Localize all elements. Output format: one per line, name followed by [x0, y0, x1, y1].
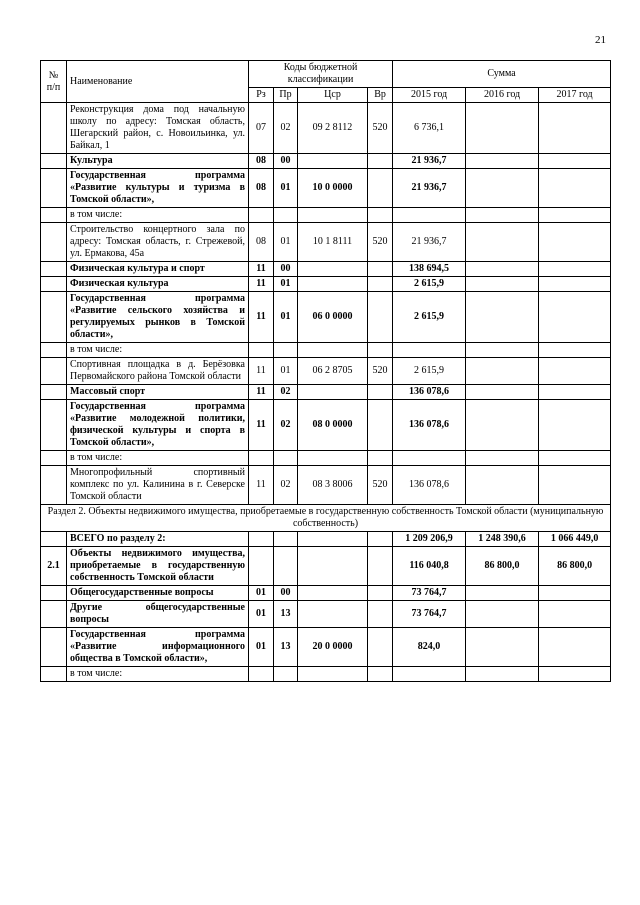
row-pr: 01: [274, 223, 298, 262]
row-csr: 08 3 8006: [298, 466, 368, 505]
table-row: [41, 277, 611, 292]
row-vr: [368, 400, 393, 451]
row-num: [41, 262, 67, 277]
row-vr: [368, 169, 393, 208]
row-sum-2016: [466, 400, 539, 451]
row-name: Строительство концертного зала по адресу: Томская область, г. Стрежевой, ул. Ермакова, 45а: [67, 223, 249, 262]
row-num: [41, 103, 67, 154]
row-sum-2015: 21 936,7: [393, 223, 466, 262]
table-row: [41, 466, 611, 505]
section-heading: Раздел 2. Объекты недвижимого имущества, приобретаемые в государственную собственность Томской области (муниципальную собственность): [41, 505, 611, 532]
row-vr: [368, 292, 393, 343]
row-sum-2017: [539, 667, 611, 682]
row-name: Реконструкция дома под начальную школу по адресу: Томская область, Шегарский район, с. Новоильинка, ул. Байкал, 1: [67, 103, 249, 154]
row-csr: [298, 547, 368, 586]
row-num: [41, 277, 67, 292]
table-row: [41, 628, 611, 667]
row-num: [41, 154, 67, 169]
row-name: ВСЕГО по разделу 2:: [67, 532, 249, 547]
row-sum-2017: [539, 154, 611, 169]
row-sum-2015: [393, 667, 466, 682]
row-pr: 01: [274, 169, 298, 208]
header-row-1: [41, 61, 611, 88]
row-vr: 520: [368, 466, 393, 505]
row-sum-2017: [539, 628, 611, 667]
row-rz: 08: [249, 223, 274, 262]
row-sum-2015: 73 764,7: [393, 601, 466, 628]
row-csr: 06 2 8705: [298, 358, 368, 385]
row-rz: [249, 208, 274, 223]
row-sum-2017: [539, 103, 611, 154]
row-sum-2015: 138 694,5: [393, 262, 466, 277]
header-2017: 2017 год: [539, 88, 611, 103]
row-sum-2017: 86 800,0: [539, 547, 611, 586]
row-sum-2015: 73 764,7: [393, 586, 466, 601]
row-sum-2017: [539, 451, 611, 466]
row-sum-2015: 116 040,8: [393, 547, 466, 586]
table-body: [41, 103, 611, 682]
row-sum-2017: [539, 292, 611, 343]
row-sum-2016: 86 800,0: [466, 547, 539, 586]
row-vr: [368, 208, 393, 223]
row-num: [41, 451, 67, 466]
row-sum-2015: [393, 343, 466, 358]
row-sum-2016: [466, 223, 539, 262]
row-rz: 08: [249, 169, 274, 208]
row-num: [41, 343, 67, 358]
row-sum-2016: [466, 667, 539, 682]
row-vr: 520: [368, 358, 393, 385]
row-rz: 07: [249, 103, 274, 154]
table-row: [41, 586, 611, 601]
row-rz: 11: [249, 262, 274, 277]
row-vr: [368, 628, 393, 667]
table-row: [41, 154, 611, 169]
row-vr: [368, 601, 393, 628]
row-csr: 06 0 0000: [298, 292, 368, 343]
row-pr: [274, 451, 298, 466]
row-sum-2016: [466, 103, 539, 154]
row-pr: [274, 547, 298, 586]
row-vr: [368, 586, 393, 601]
row-sum-2017: [539, 169, 611, 208]
row-num: [41, 667, 67, 682]
row-sum-2015: 2 615,9: [393, 292, 466, 343]
header-2015: 2015 год: [393, 88, 466, 103]
row-csr: 08 0 0000: [298, 400, 368, 451]
table-row: [41, 358, 611, 385]
row-vr: [368, 547, 393, 586]
row-rz: [249, 532, 274, 547]
row-name: в том числе:: [67, 451, 249, 466]
row-sum-2017: [539, 343, 611, 358]
row-sum-2016: [466, 451, 539, 466]
row-num: [41, 400, 67, 451]
row-sum-2017: 1 066 449,0: [539, 532, 611, 547]
table-row: [41, 385, 611, 400]
row-vr: [368, 154, 393, 169]
row-name: Физическая культура: [67, 277, 249, 292]
row-pr: 13: [274, 601, 298, 628]
header-num: № п/п: [41, 61, 67, 103]
header-codes: Коды бюджетной классификации: [249, 61, 393, 88]
row-csr: [298, 277, 368, 292]
row-num: [41, 628, 67, 667]
page-number: 21: [595, 34, 606, 46]
row-vr: [368, 451, 393, 466]
row-name: Физическая культура и спорт: [67, 262, 249, 277]
table-row: [41, 103, 611, 154]
row-rz: 11: [249, 358, 274, 385]
row-num: [41, 169, 67, 208]
table-row: [41, 208, 611, 223]
row-name: Спортивная площадка в д. Берёзовка Первомайского района Томской области: [67, 358, 249, 385]
table-row: [41, 343, 611, 358]
row-rz: 11: [249, 400, 274, 451]
row-rz: 08: [249, 154, 274, 169]
table-row: [41, 292, 611, 343]
row-csr: 09 2 8112: [298, 103, 368, 154]
row-pr: [274, 343, 298, 358]
row-num: [41, 385, 67, 400]
row-sum-2015: 2 615,9: [393, 277, 466, 292]
row-sum-2015: 2 615,9: [393, 358, 466, 385]
row-sum-2016: [466, 292, 539, 343]
row-num: [41, 358, 67, 385]
row-csr: [298, 262, 368, 277]
row-csr: [298, 451, 368, 466]
row-rz: [249, 343, 274, 358]
row-sum-2016: [466, 628, 539, 667]
row-name: Государственная программа «Развитие молодежной политики, физической культуры и спорта в Томской области»,: [67, 400, 249, 451]
section-heading-row: [41, 505, 611, 532]
row-pr: 02: [274, 385, 298, 400]
row-pr: 01: [274, 277, 298, 292]
row-sum-2015: 136 078,6: [393, 400, 466, 451]
row-num: 2.1: [41, 547, 67, 586]
row-sum-2015: 136 078,6: [393, 385, 466, 400]
row-pr: [274, 532, 298, 547]
row-sum-2016: [466, 262, 539, 277]
row-sum-2017: [539, 277, 611, 292]
row-sum-2015: 824,0: [393, 628, 466, 667]
header-pr: Пр: [274, 88, 298, 103]
header-sum: Сумма: [393, 61, 611, 88]
row-sum-2017: [539, 358, 611, 385]
row-vr: [368, 277, 393, 292]
row-sum-2015: [393, 451, 466, 466]
row-sum-2015: [393, 208, 466, 223]
budget-table: [40, 60, 611, 682]
row-vr: [368, 262, 393, 277]
table-row: [41, 262, 611, 277]
row-pr: 00: [274, 586, 298, 601]
table-row: [41, 547, 611, 586]
row-name: Государственная программа «Развитие сельского хозяйства и регулируемых рынков в Томской области»,: [67, 292, 249, 343]
row-vr: [368, 385, 393, 400]
row-sum-2015: 21 936,7: [393, 154, 466, 169]
row-sum-2016: [466, 154, 539, 169]
header-vr: Вр: [368, 88, 393, 103]
row-sum-2017: [539, 208, 611, 223]
row-sum-2016: [466, 358, 539, 385]
row-rz: 01: [249, 628, 274, 667]
table-row: [41, 169, 611, 208]
row-num: [41, 292, 67, 343]
row-sum-2017: [539, 400, 611, 451]
row-vr: 520: [368, 223, 393, 262]
row-name: Культура: [67, 154, 249, 169]
row-name: в том числе:: [67, 343, 249, 358]
row-csr: [298, 601, 368, 628]
header-csr: Цср: [298, 88, 368, 103]
row-sum-2015: 6 736,1: [393, 103, 466, 154]
row-rz: 01: [249, 601, 274, 628]
row-num: [41, 532, 67, 547]
row-csr: 20 0 0000: [298, 628, 368, 667]
row-vr: 520: [368, 103, 393, 154]
row-name: Массовый спорт: [67, 385, 249, 400]
row-csr: [298, 154, 368, 169]
row-name: Другие общегосударственные вопросы: [67, 601, 249, 628]
row-sum-2016: [466, 601, 539, 628]
table-row: [41, 601, 611, 628]
row-rz: 11: [249, 277, 274, 292]
row-csr: 10 1 8111: [298, 223, 368, 262]
row-vr: [368, 343, 393, 358]
row-rz: [249, 451, 274, 466]
row-pr: 02: [274, 466, 298, 505]
row-csr: [298, 208, 368, 223]
row-name: Многопрофильный спортивный комплекс по ул. Калинина в г. Северске Томской области: [67, 466, 249, 505]
row-name: Объекты недвижимого имущества, приобретаемые в государственную собственность Томской области: [67, 547, 249, 586]
row-sum-2017: [539, 586, 611, 601]
table-row: [41, 400, 611, 451]
header-name: Наименование: [67, 61, 249, 103]
row-rz: [249, 667, 274, 682]
row-sum-2016: 1 248 390,6: [466, 532, 539, 547]
row-sum-2017: [539, 466, 611, 505]
row-num: [41, 466, 67, 505]
table-row: [41, 667, 611, 682]
row-sum-2017: [539, 385, 611, 400]
row-num: [41, 208, 67, 223]
row-pr: [274, 208, 298, 223]
row-vr: [368, 667, 393, 682]
row-csr: [298, 586, 368, 601]
row-num: [41, 223, 67, 262]
table-row: [41, 451, 611, 466]
row-sum-2017: [539, 262, 611, 277]
row-num: [41, 601, 67, 628]
row-sum-2016: [466, 169, 539, 208]
row-num: [41, 586, 67, 601]
row-pr: 01: [274, 358, 298, 385]
row-pr: 01: [274, 292, 298, 343]
header-rz: Рз: [249, 88, 274, 103]
row-sum-2016: [466, 277, 539, 292]
row-name: Государственная программа «Развитие информационного общества в Томской области»,: [67, 628, 249, 667]
row-rz: 11: [249, 292, 274, 343]
row-sum-2015: 136 078,6: [393, 466, 466, 505]
row-sum-2016: [466, 208, 539, 223]
row-csr: 10 0 0000: [298, 169, 368, 208]
row-rz: 11: [249, 385, 274, 400]
row-sum-2016: [466, 586, 539, 601]
row-rz: [249, 547, 274, 586]
row-pr: [274, 667, 298, 682]
table-row: [41, 532, 611, 547]
row-sum-2017: [539, 601, 611, 628]
row-sum-2015: 1 209 206,9: [393, 532, 466, 547]
row-sum-2015: 21 936,7: [393, 169, 466, 208]
row-pr: 00: [274, 262, 298, 277]
row-csr: [298, 385, 368, 400]
row-name: Государственная программа «Развитие культуры и туризма в Томской области»,: [67, 169, 249, 208]
row-pr: 00: [274, 154, 298, 169]
row-rz: 11: [249, 466, 274, 505]
row-pr: 02: [274, 400, 298, 451]
row-sum-2017: [539, 223, 611, 262]
row-name: Общегосударственные вопросы: [67, 586, 249, 601]
header-2016: 2016 год: [466, 88, 539, 103]
table-row: [41, 223, 611, 262]
row-name: в том числе:: [67, 667, 249, 682]
row-pr: 13: [274, 628, 298, 667]
row-csr: [298, 532, 368, 547]
row-sum-2016: [466, 385, 539, 400]
row-sum-2016: [466, 343, 539, 358]
row-sum-2016: [466, 466, 539, 505]
row-vr: [368, 532, 393, 547]
row-csr: [298, 667, 368, 682]
row-pr: 02: [274, 103, 298, 154]
row-rz: 01: [249, 586, 274, 601]
row-name: в том числе:: [67, 208, 249, 223]
row-csr: [298, 343, 368, 358]
